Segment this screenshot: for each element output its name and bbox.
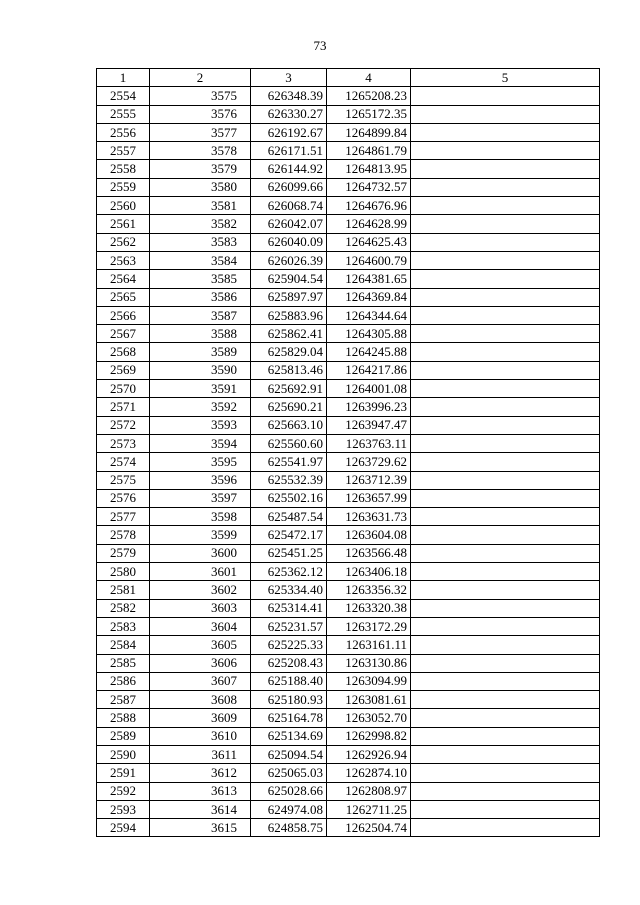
- table-cell-col-4: 1263729.62: [327, 453, 411, 471]
- table-cell-col-5: [411, 581, 600, 599]
- table-cell-col-3: 626099.66: [251, 178, 327, 196]
- column-header-1: 1: [97, 69, 150, 87]
- table-cell-col-2: 3583: [150, 233, 251, 251]
- table-cell-col-2: 3584: [150, 251, 251, 269]
- table-cell-col-2: 3588: [150, 325, 251, 343]
- table-cell-col-2: 3576: [150, 105, 251, 123]
- table-cell-col-5: [411, 87, 600, 105]
- table-cell-col-2: 3605: [150, 636, 251, 654]
- table-cell-col-1: 2565: [97, 288, 150, 306]
- table-cell-col-2: 3600: [150, 544, 251, 562]
- table-cell-col-3: 625692.91: [251, 380, 327, 398]
- table-cell-col-2: 3610: [150, 727, 251, 745]
- table-cell-col-1: 2563: [97, 251, 150, 269]
- table-cell-col-2: 3587: [150, 306, 251, 324]
- table-cell-col-4: 1264001.08: [327, 380, 411, 398]
- table-row: [97, 636, 600, 654]
- table-cell-col-4: 1262711.25: [327, 800, 411, 818]
- table-cell-col-5: [411, 197, 600, 215]
- table-cell-col-3: 626026.39: [251, 251, 327, 269]
- table-cell-col-4: 1262998.82: [327, 727, 411, 745]
- table-row: [97, 526, 600, 544]
- table-cell-col-1: 2568: [97, 343, 150, 361]
- table-row: [97, 380, 600, 398]
- table-cell-col-1: 2554: [97, 87, 150, 105]
- table-cell-col-2: 3595: [150, 453, 251, 471]
- table-cell-col-5: [411, 782, 600, 800]
- table-cell-col-5: [411, 288, 600, 306]
- table-cell-col-2: 3575: [150, 87, 251, 105]
- table-cell-col-5: [411, 691, 600, 709]
- table-row: [97, 87, 600, 105]
- table-cell-col-2: 3589: [150, 343, 251, 361]
- table-row: [97, 672, 600, 690]
- table-cell-col-4: 1264600.79: [327, 251, 411, 269]
- table-cell-col-4: 1263604.08: [327, 526, 411, 544]
- table-cell-col-4: 1263161.11: [327, 636, 411, 654]
- table-cell-col-3: 624974.08: [251, 800, 327, 818]
- table-cell-col-3: 625094.54: [251, 745, 327, 763]
- table-cell-col-2: 3590: [150, 361, 251, 379]
- table-row: [97, 654, 600, 672]
- table-cell-col-1: 2557: [97, 142, 150, 160]
- table-row: [97, 197, 600, 215]
- table-cell-col-4: 1264245.88: [327, 343, 411, 361]
- table-cell-col-1: 2566: [97, 306, 150, 324]
- table-cell-col-5: [411, 251, 600, 269]
- table-cell-col-2: 3586: [150, 288, 251, 306]
- table-cell-col-3: 625487.54: [251, 508, 327, 526]
- table-body: [97, 87, 600, 837]
- table-cell-col-1: 2578: [97, 526, 150, 544]
- table-cell-col-2: 3592: [150, 398, 251, 416]
- table-row: [97, 343, 600, 361]
- table-cell-col-1: 2569: [97, 361, 150, 379]
- table-cell-col-3: 625472.17: [251, 526, 327, 544]
- table-cell-col-3: 626042.07: [251, 215, 327, 233]
- table-cell-col-2: 3608: [150, 691, 251, 709]
- table-cell-col-4: 1263566.48: [327, 544, 411, 562]
- table-cell-col-4: 1264899.84: [327, 123, 411, 141]
- table-cell-col-5: [411, 325, 600, 343]
- table-cell-col-4: 1262808.97: [327, 782, 411, 800]
- table-cell-col-2: 3591: [150, 380, 251, 398]
- table-cell-col-3: 625883.96: [251, 306, 327, 324]
- table-row: [97, 105, 600, 123]
- table-cell-col-5: [411, 800, 600, 818]
- table-cell-col-5: [411, 178, 600, 196]
- table-cell-col-4: 1263130.86: [327, 654, 411, 672]
- table-cell-col-4: 1263406.18: [327, 563, 411, 581]
- table-cell-col-1: 2567: [97, 325, 150, 343]
- table-cell-col-1: 2590: [97, 745, 150, 763]
- coordinates-table: [96, 68, 600, 837]
- table-cell-col-3: 624858.75: [251, 819, 327, 837]
- table-row: [97, 544, 600, 562]
- table-cell-col-4: 1263081.61: [327, 691, 411, 709]
- table-cell-col-5: [411, 343, 600, 361]
- table-cell-col-5: [411, 160, 600, 178]
- table-cell-col-5: [411, 398, 600, 416]
- table-cell-col-5: [411, 764, 600, 782]
- table-row: [97, 142, 600, 160]
- table-cell-col-5: [411, 654, 600, 672]
- table-cell-col-3: 625065.03: [251, 764, 327, 782]
- table-cell-col-1: 2576: [97, 489, 150, 507]
- table-cell-col-4: 1264217.86: [327, 361, 411, 379]
- table-row: [97, 489, 600, 507]
- table-cell-col-3: 626171.51: [251, 142, 327, 160]
- table-cell-col-1: 2593: [97, 800, 150, 818]
- table-cell-col-5: [411, 672, 600, 690]
- table-row: [97, 306, 600, 324]
- table-cell-col-1: 2588: [97, 709, 150, 727]
- table-cell-col-1: 2585: [97, 654, 150, 672]
- table-row: [97, 709, 600, 727]
- table-row: [97, 160, 600, 178]
- table-row: [97, 416, 600, 434]
- table-cell-col-5: [411, 709, 600, 727]
- table-cell-col-1: 2575: [97, 471, 150, 489]
- table-cell-col-3: 625502.16: [251, 489, 327, 507]
- table-cell-col-2: 3603: [150, 599, 251, 617]
- table-cell-col-3: 626040.09: [251, 233, 327, 251]
- table-cell-col-5: [411, 233, 600, 251]
- table-row: [97, 325, 600, 343]
- table-cell-col-1: 2592: [97, 782, 150, 800]
- table-cell-col-3: 626144.92: [251, 160, 327, 178]
- table-cell-col-2: 3613: [150, 782, 251, 800]
- table-cell-col-5: [411, 306, 600, 324]
- table-cell-col-1: 2583: [97, 617, 150, 635]
- table-cell-col-4: 1264813.95: [327, 160, 411, 178]
- table-cell-col-2: 3593: [150, 416, 251, 434]
- table-cell-col-5: [411, 526, 600, 544]
- table-row: [97, 617, 600, 635]
- table-cell-col-2: 3594: [150, 434, 251, 452]
- table-cell-col-2: 3585: [150, 270, 251, 288]
- table-cell-col-5: [411, 270, 600, 288]
- table-cell-col-2: 3581: [150, 197, 251, 215]
- table-cell-col-3: 625690.21: [251, 398, 327, 416]
- table-cell-col-4: 1263320.38: [327, 599, 411, 617]
- table-cell-col-3: 625208.43: [251, 654, 327, 672]
- table-row: [97, 599, 600, 617]
- column-header-4: 4: [327, 69, 411, 87]
- table-cell-col-5: [411, 105, 600, 123]
- table-cell-col-1: 2580: [97, 563, 150, 581]
- table-row: [97, 471, 600, 489]
- table-row: [97, 764, 600, 782]
- table-cell-col-3: 625334.40: [251, 581, 327, 599]
- table-cell-col-1: 2560: [97, 197, 150, 215]
- table-cell-col-1: 2572: [97, 416, 150, 434]
- table-cell-col-4: 1263631.73: [327, 508, 411, 526]
- table-cell-col-5: [411, 142, 600, 160]
- table-row: [97, 123, 600, 141]
- table-cell-col-3: 625134.69: [251, 727, 327, 745]
- table-row: [97, 745, 600, 763]
- table-cell-col-1: 2591: [97, 764, 150, 782]
- table-cell-col-2: 3614: [150, 800, 251, 818]
- page-number: 73: [313, 38, 327, 53]
- table-cell-col-3: 625188.40: [251, 672, 327, 690]
- table-cell-col-5: [411, 215, 600, 233]
- table-cell-col-3: 625028.66: [251, 782, 327, 800]
- table-cell-col-2: 3604: [150, 617, 251, 635]
- table-row: [97, 691, 600, 709]
- table-row: [97, 361, 600, 379]
- table-cell-col-5: [411, 563, 600, 581]
- table-cell-col-1: 2584: [97, 636, 150, 654]
- table-row: [97, 563, 600, 581]
- table-cell-col-2: 3579: [150, 160, 251, 178]
- table-cell-col-3: 625904.54: [251, 270, 327, 288]
- table-cell-col-5: [411, 727, 600, 745]
- table-cell-col-3: 626348.39: [251, 87, 327, 105]
- table-cell-col-4: 1263172.29: [327, 617, 411, 635]
- table-cell-col-4: 1262874.10: [327, 764, 411, 782]
- table-cell-col-5: [411, 123, 600, 141]
- table-header-row: [97, 69, 600, 87]
- table-row: [97, 288, 600, 306]
- table-cell-col-2: 3582: [150, 215, 251, 233]
- table-cell-col-4: 1264732.57: [327, 178, 411, 196]
- table-cell-col-4: 1263657.99: [327, 489, 411, 507]
- table-cell-col-1: 2586: [97, 672, 150, 690]
- table-cell-col-5: [411, 636, 600, 654]
- table-cell-col-1: 2571: [97, 398, 150, 416]
- table-cell-col-1: 2556: [97, 123, 150, 141]
- table-cell-col-4: 1264861.79: [327, 142, 411, 160]
- table-cell-col-1: 2579: [97, 544, 150, 562]
- table-cell-col-1: 2562: [97, 233, 150, 251]
- table-cell-col-3: 625862.41: [251, 325, 327, 343]
- table-cell-col-2: 3607: [150, 672, 251, 690]
- table-cell-col-3: 625231.57: [251, 617, 327, 635]
- table-cell-col-5: [411, 489, 600, 507]
- table-cell-col-5: [411, 508, 600, 526]
- table-cell-col-3: 626330.27: [251, 105, 327, 123]
- table-cell-col-3: 625180.93: [251, 691, 327, 709]
- table-cell-col-4: 1263996.23: [327, 398, 411, 416]
- table-cell-col-5: [411, 544, 600, 562]
- table-cell-col-4: 1265208.23: [327, 87, 411, 105]
- table-cell-col-1: 2582: [97, 599, 150, 617]
- table-cell-col-4: 1262926.94: [327, 745, 411, 763]
- table-cell-col-3: 625451.25: [251, 544, 327, 562]
- table-cell-col-5: [411, 361, 600, 379]
- table-cell-col-1: 2594: [97, 819, 150, 837]
- table-cell-col-3: 625314.41: [251, 599, 327, 617]
- table-cell-col-2: 3602: [150, 581, 251, 599]
- table-cell-col-5: [411, 617, 600, 635]
- table-cell-col-3: 625897.97: [251, 288, 327, 306]
- table-cell-col-3: 625532.39: [251, 471, 327, 489]
- table-cell-col-4: 1264369.84: [327, 288, 411, 306]
- table-cell-col-5: [411, 599, 600, 617]
- table-cell-col-3: 625225.33: [251, 636, 327, 654]
- column-header-3: 3: [251, 69, 327, 87]
- table-cell-col-3: 625560.60: [251, 434, 327, 452]
- table-cell-col-4: 1262504.74: [327, 819, 411, 837]
- table-cell-col-1: 2589: [97, 727, 150, 745]
- table-cell-col-4: 1265172.35: [327, 105, 411, 123]
- table-cell-col-2: 3580: [150, 178, 251, 196]
- table-row: [97, 251, 600, 269]
- table-cell-col-3: 625829.04: [251, 343, 327, 361]
- table-cell-col-2: 3609: [150, 709, 251, 727]
- table-cell-col-5: [411, 434, 600, 452]
- table-cell-col-3: 626192.67: [251, 123, 327, 141]
- table-cell-col-2: 3601: [150, 563, 251, 581]
- table-cell-col-3: 625541.97: [251, 453, 327, 471]
- table-cell-col-2: 3611: [150, 745, 251, 763]
- table-cell-col-2: 3597: [150, 489, 251, 507]
- table-cell-col-5: [411, 380, 600, 398]
- table-cell-col-2: 3596: [150, 471, 251, 489]
- table-cell-col-3: 625663.10: [251, 416, 327, 434]
- table-cell-col-1: 2564: [97, 270, 150, 288]
- table-cell-col-2: 3578: [150, 142, 251, 160]
- table-cell-col-5: [411, 745, 600, 763]
- table-cell-col-4: 1264305.88: [327, 325, 411, 343]
- table-cell-col-2: 3577: [150, 123, 251, 141]
- table-cell-col-2: 3598: [150, 508, 251, 526]
- table-cell-col-4: 1263712.39: [327, 471, 411, 489]
- table-cell-col-2: 3606: [150, 654, 251, 672]
- table-cell-col-3: 625164.78: [251, 709, 327, 727]
- table-cell-col-4: 1263763.11: [327, 434, 411, 452]
- table-row: [97, 270, 600, 288]
- table-cell-col-5: [411, 471, 600, 489]
- table-cell-col-1: 2573: [97, 434, 150, 452]
- table-row: [97, 727, 600, 745]
- table-cell-col-1: 2559: [97, 178, 150, 196]
- table-cell-col-4: 1263094.99: [327, 672, 411, 690]
- table-cell-col-4: 1264628.99: [327, 215, 411, 233]
- table-cell-col-3: 626068.74: [251, 197, 327, 215]
- table-cell-col-1: 2558: [97, 160, 150, 178]
- column-header-5: 5: [411, 69, 600, 87]
- table-cell-col-5: [411, 453, 600, 471]
- table-cell-col-3: 625362.12: [251, 563, 327, 581]
- table-cell-col-1: 2577: [97, 508, 150, 526]
- table-cell-col-5: [411, 819, 600, 837]
- table-cell-col-4: 1264625.43: [327, 233, 411, 251]
- table-cell-col-2: 3612: [150, 764, 251, 782]
- table-cell-col-4: 1263947.47: [327, 416, 411, 434]
- table-cell-col-4: 1264344.64: [327, 306, 411, 324]
- table-cell-col-1: 2561: [97, 215, 150, 233]
- table-cell-col-4: 1263356.32: [327, 581, 411, 599]
- table-row: [97, 800, 600, 818]
- table-cell-col-1: 2555: [97, 105, 150, 123]
- table-row: [97, 434, 600, 452]
- table-cell-col-4: 1263052.70: [327, 709, 411, 727]
- table-cell-col-3: 625813.46: [251, 361, 327, 379]
- table-row: [97, 233, 600, 251]
- table-cell-col-1: 2581: [97, 581, 150, 599]
- table-cell-col-1: 2574: [97, 453, 150, 471]
- table-cell-col-2: 3615: [150, 819, 251, 837]
- table-row: [97, 398, 600, 416]
- table-cell-col-4: 1264676.96: [327, 197, 411, 215]
- table-cell-col-4: 1264381.65: [327, 270, 411, 288]
- table-row: [97, 215, 600, 233]
- table-row: [97, 782, 600, 800]
- table-cell-col-2: 3599: [150, 526, 251, 544]
- table-cell-col-5: [411, 416, 600, 434]
- table-cell-col-1: 2570: [97, 380, 150, 398]
- table-row: [97, 819, 600, 837]
- table-cell-col-1: 2587: [97, 691, 150, 709]
- table-row: [97, 453, 600, 471]
- table-row: [97, 581, 600, 599]
- table-row: [97, 178, 600, 196]
- table-row: [97, 508, 600, 526]
- column-header-2: 2: [150, 69, 251, 87]
